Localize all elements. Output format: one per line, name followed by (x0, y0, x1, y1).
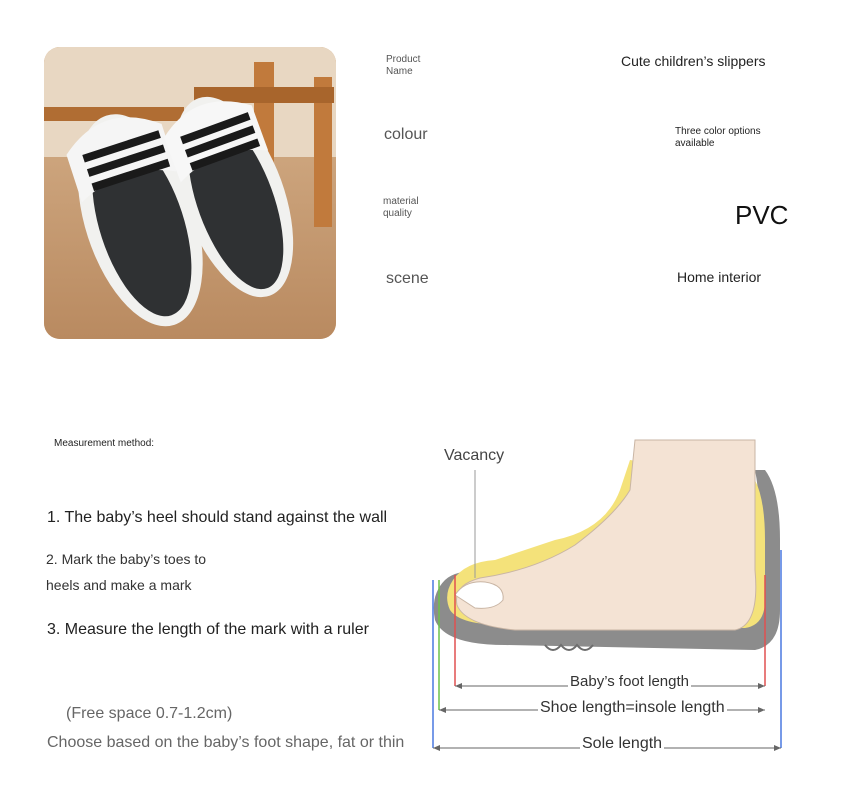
product-photo (44, 47, 336, 339)
measurement-step-1: 1. The baby’s heel should stand against the wall (47, 509, 388, 526)
choose-note: Choose based on the baby’s foot shape, fat or thin (47, 734, 405, 751)
spec-value-colour: Three color options available (675, 126, 761, 149)
spec-value-scene: Home interior (677, 269, 762, 285)
baby-foot-length-label: Baby’s foot length (570, 673, 689, 690)
spec-label-scene: scene (386, 270, 429, 287)
spec-label-product-name: Product Name (386, 54, 421, 77)
measurement-heading: Measurement method: (54, 438, 155, 449)
shoe-length-label: Shoe length=insole length (540, 699, 725, 716)
free-space-note: (Free space 0.7-1.2cm) (66, 705, 233, 722)
spec-value-product-name: Cute children’s slippers (621, 53, 766, 69)
foot-measurement-diagram (425, 430, 849, 782)
spec-label-colour: colour (384, 126, 428, 143)
spec-value-material: PVC (735, 200, 789, 230)
measurement-step-2-line-2: heels and make a mark (46, 577, 192, 593)
sole-length-label: Sole length (582, 735, 663, 752)
vacancy-label: Vacancy (444, 447, 505, 464)
measurement-step-3: 3. Measure the length of the mark with a ruler (47, 621, 369, 638)
measurement-step-2-line-1: 2. Mark the baby’s toes to (46, 551, 207, 567)
slipper-photo-icon (44, 47, 336, 339)
spec-label-material: material quality (383, 196, 419, 219)
